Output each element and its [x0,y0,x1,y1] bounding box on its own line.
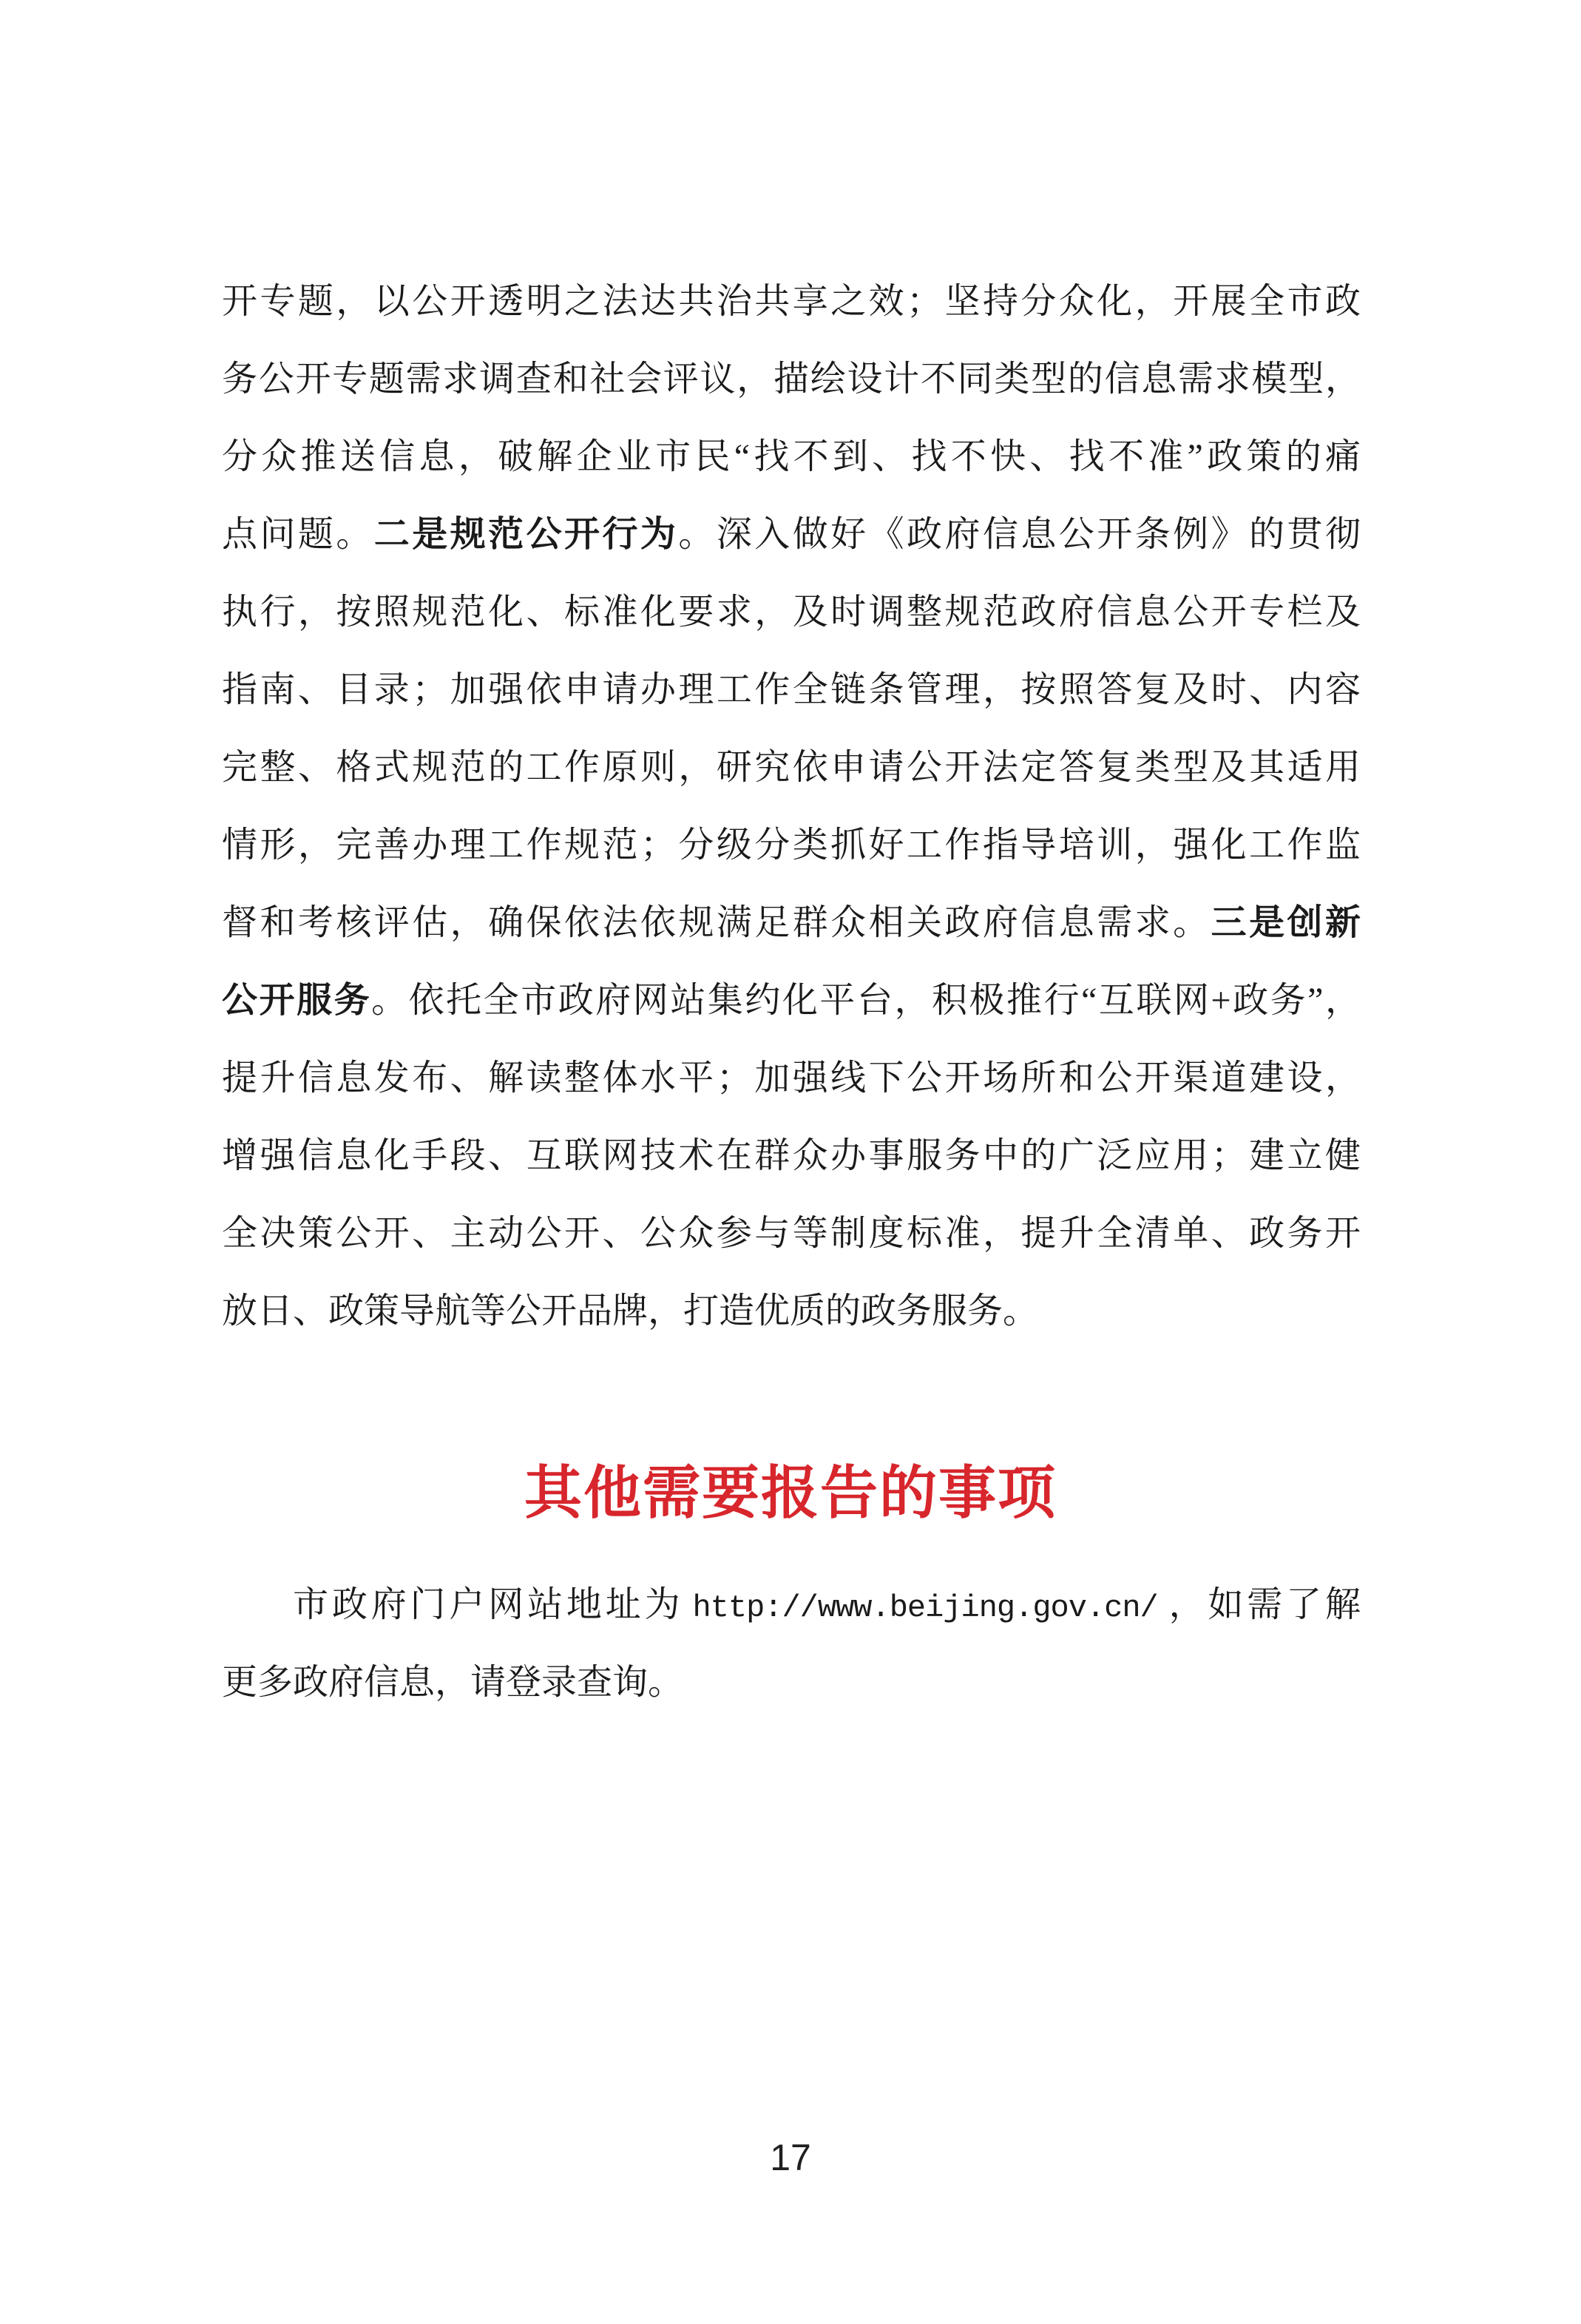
text-segment: 公开服务 [222,981,372,1020]
text-line [222,884,1361,962]
text-line [222,263,1361,340]
text-segment: 开专题，以公开透明之法达共治共享之效；坚持分众化，开展全市政 [222,282,1361,321]
closing-paragraph [222,1566,1361,1721]
text-line [222,340,1361,418]
text-segment: 。依托全市政府网站集约化平台，积极推行“互联网+政务”， [371,981,1361,1020]
text-line [222,418,1361,496]
text-line [222,1644,1361,1721]
page-number: 17 [770,2137,811,2178]
text-segment: 更多政府信息，请登录查询。 [222,1663,684,1702]
text-segment: ，如需了解 [1165,1585,1361,1624]
text-line [222,573,1361,651]
text-line [222,1039,1361,1117]
text-segment: 放日、政策导航等公开品牌，打造优质的政务服务。 [222,1291,1039,1331]
section-heading: 其他需要报告的事项 [524,1460,1057,1525]
text-segment: 。深入做好《政府信息公开条例》的贯彻 [678,515,1361,554]
text-segment: 督和考核评估，确保依法依规满足群众相关政府信息需求。 [222,903,1211,942]
text-segment: 指南、目录；加强依申请办理工作全链条管理，按照答复及时、内容 [222,670,1361,709]
text-segment: 提升信息发布、解读整体水平；加强线下公开场所和公开渠道建设， [222,1058,1361,1098]
text-line [222,1117,1361,1195]
body-paragraph [222,263,1361,1350]
text-line [222,1272,1361,1350]
url-text: http://www.beijing.gov.cn/ [692,1590,1158,1626]
text-segment: 务公开专题需求调查和社会评议，描绘设计不同类型的信息需求模型， [222,359,1361,399]
text-segment: 二是规范公开行为 [373,515,679,554]
text-line [222,729,1361,806]
text-segment: 情形，完善办理工作规范；分级分类抓好工作指导培训，强化工作监 [222,825,1361,865]
text-segment: 全决策公开、主动公开、公众参与等制度标准，提升全清单、政务开 [222,1214,1361,1253]
text-segment: 执行，按照规范化、标准化要求，及时调整规范政府信息公开专栏及 [222,592,1361,632]
text-line [222,1566,1361,1644]
text-line [222,1195,1361,1272]
text-line [222,962,1361,1039]
text-segment: 增强信息化手段、互联网技术在群众办事服务中的广泛应用；建立健 [222,1136,1361,1175]
text-line [222,651,1361,729]
text-line [222,496,1361,573]
text-segment: 完整、格式规范的工作原则，研究依申请公开法定答复类型及其适用 [222,748,1361,787]
text-segment: 三是创新 [1211,903,1361,942]
text-segment: 市政府门户网站地址为 [293,1585,684,1624]
text-segment: 点问题。 [222,515,374,554]
text-line [222,806,1361,884]
text-segment: 分众推送信息，破解企业市民“找不到、找不快、找不准”政策的痛 [222,437,1361,476]
